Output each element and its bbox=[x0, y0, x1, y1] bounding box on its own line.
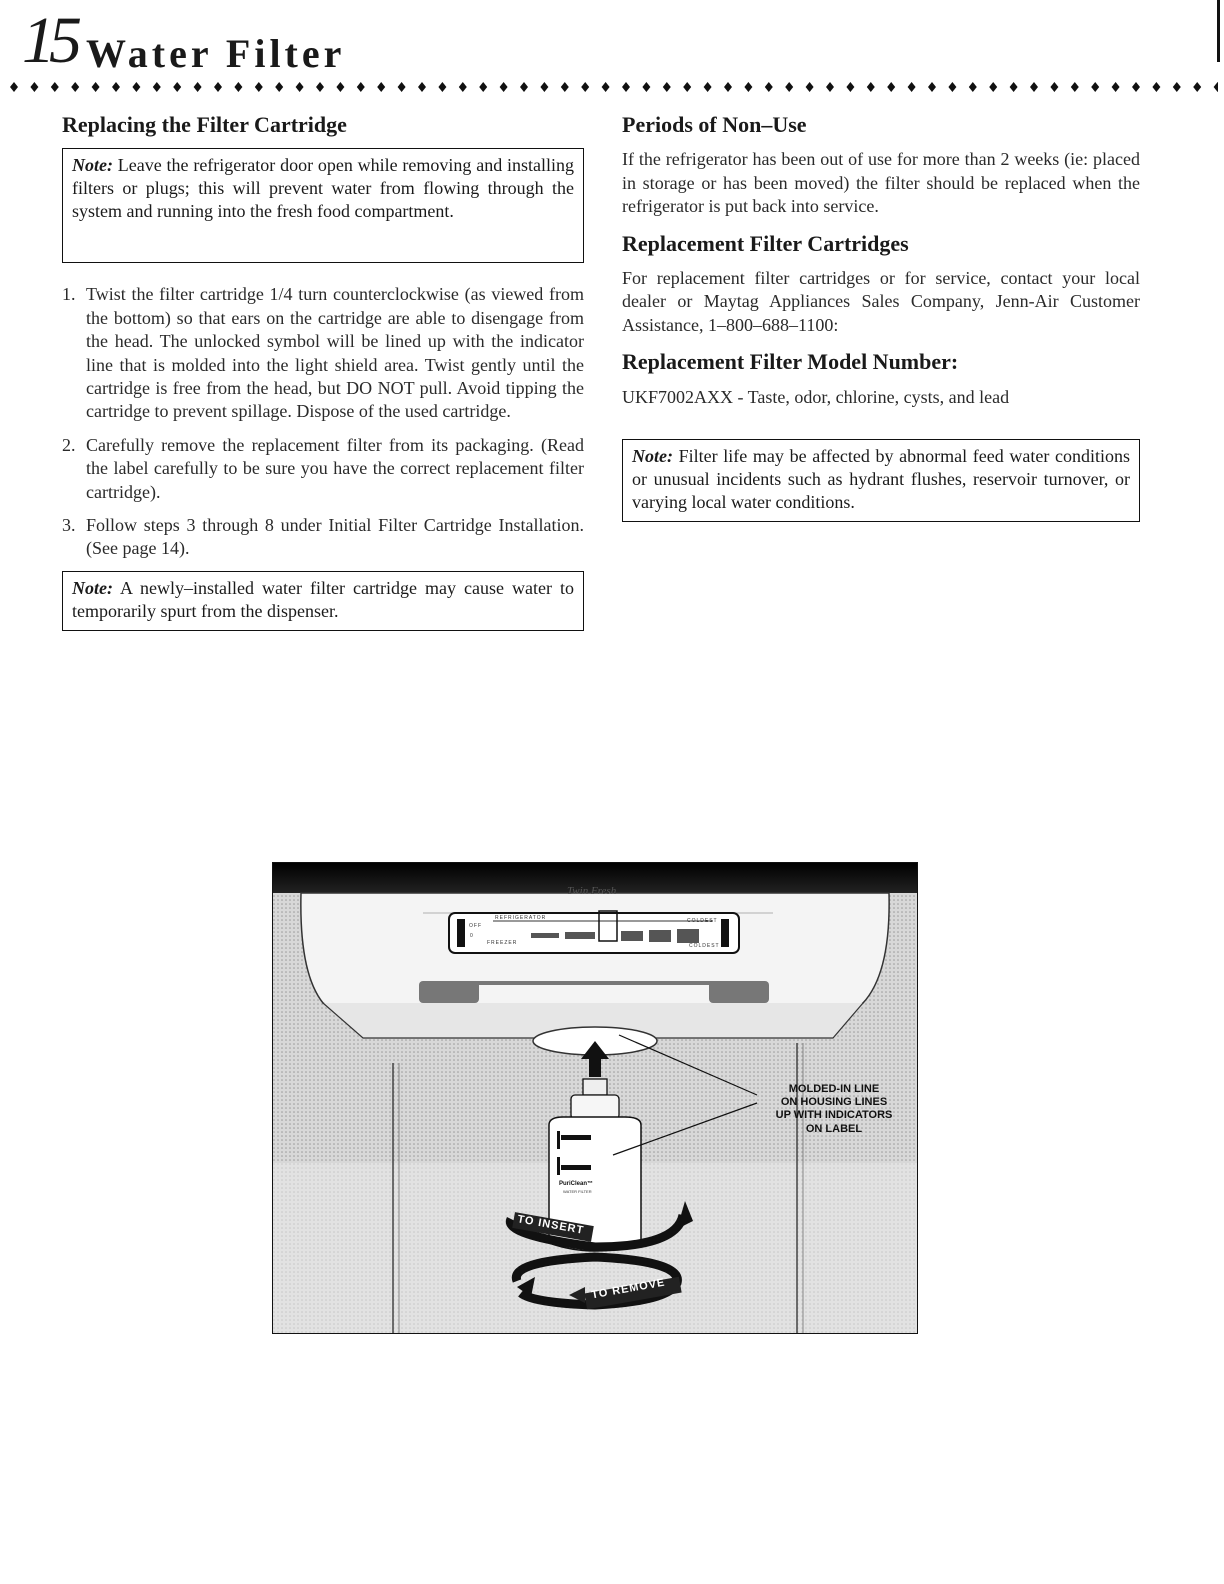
diamond-bullet bbox=[51, 82, 59, 92]
diamond-bullet bbox=[1112, 82, 1120, 92]
step-number: 2. bbox=[62, 434, 76, 455]
note-text: Filter life may be affected by abnormal feed water conditions or unusual incidents such as hydrant flushes, reservoir turnover, or varying local water conditions. bbox=[632, 445, 1130, 512]
diamond-bullet bbox=[10, 82, 18, 92]
diamond-bullet bbox=[112, 82, 120, 92]
callout-line: MOLDED-IN LINE bbox=[788, 1083, 880, 1095]
diamond-bullet bbox=[398, 82, 406, 92]
diamond-bullet bbox=[1132, 82, 1140, 92]
diamond-bullet bbox=[377, 82, 385, 92]
diamond-bullet bbox=[561, 82, 569, 92]
diamond-bullet bbox=[1173, 82, 1181, 92]
diamond-bullet bbox=[581, 82, 589, 92]
diamond-bullet bbox=[479, 82, 487, 92]
diamond-bullet bbox=[357, 82, 365, 92]
steps-list bbox=[62, 283, 584, 560]
nonuse-heading: Periods of Non–Use bbox=[622, 112, 807, 137]
brand-script-label: Twin Fresh bbox=[567, 885, 617, 897]
diamond-bullet bbox=[969, 82, 977, 92]
diamond-bullet bbox=[724, 82, 732, 92]
diamond-bullet bbox=[765, 82, 773, 92]
diamond-bullet bbox=[1010, 82, 1018, 92]
diamond-bullet bbox=[704, 82, 712, 92]
diamond-bullet bbox=[336, 82, 344, 92]
diamond-bullet bbox=[1091, 82, 1099, 92]
page-title: Water Filter bbox=[86, 31, 346, 76]
dial-refrigerator-label: REFRIGERATOR bbox=[495, 915, 547, 921]
diamond-bullet bbox=[1152, 82, 1160, 92]
dial-off-label: OFF bbox=[469, 923, 482, 929]
diamond-bullet bbox=[234, 82, 242, 92]
diamond-bullet bbox=[194, 82, 202, 92]
callout-line: ON HOUSING LINES bbox=[780, 1096, 888, 1109]
diamond-bullet bbox=[520, 82, 528, 92]
left-column bbox=[62, 112, 584, 631]
diamond-bullet bbox=[1193, 82, 1201, 92]
diamond-bullet bbox=[418, 82, 426, 92]
step-item bbox=[62, 283, 584, 423]
diamond-bullet bbox=[826, 82, 834, 92]
diamond-bullet bbox=[316, 82, 324, 92]
diamond-bullet bbox=[948, 82, 956, 92]
model-text: UKF7002AXX - Taste, odor, chlorine, cysts, and lead bbox=[622, 386, 1010, 407]
diamond-bullet bbox=[132, 82, 140, 92]
note-label: Note: bbox=[632, 445, 673, 466]
diamond-bullet bbox=[663, 82, 671, 92]
diamond-bullet bbox=[438, 82, 446, 92]
diamond-bullet bbox=[275, 82, 283, 92]
step-number: 3. bbox=[62, 514, 76, 535]
step-text: Carefully remove the replacement filter from its packaging. (Read the label carefully to be sure you have the correct replacement filter cartridge). bbox=[86, 434, 584, 502]
page-number: 15 bbox=[22, 4, 76, 77]
diamond-bullet bbox=[255, 82, 263, 92]
model-heading: Replacement Filter Model Number: bbox=[622, 349, 959, 375]
replacement-heading: Replacement Filter Cartridges bbox=[622, 230, 909, 256]
page-edge-mark bbox=[1217, 0, 1220, 62]
diamond-bullet bbox=[744, 82, 752, 92]
filter-brand-label: PuriClean™ bbox=[559, 1181, 594, 1187]
diamond-bullet bbox=[92, 82, 100, 92]
note-box-right bbox=[622, 439, 1140, 523]
callout-line: UP WITH INDICATORS bbox=[775, 1109, 893, 1122]
diamond-bullet bbox=[173, 82, 181, 92]
dial-freezer-label: FREEZER bbox=[487, 940, 518, 946]
diamond-bullet bbox=[500, 82, 508, 92]
filter-sub-label: WATER FILTER bbox=[563, 1189, 592, 1194]
step-number: 1. bbox=[62, 284, 76, 305]
step-text: Follow steps 3 through 8 under Initial Filter Cartridge Installation. (See page 14). bbox=[86, 514, 584, 559]
step-item bbox=[62, 514, 584, 561]
replacement-text: For replacement filter cartridges or for service, contact your local dealer or Maytag Appliances Sales Company, Jenn-Air Customer Assistance, 1–800–688–1100: bbox=[622, 267, 1140, 335]
to-insert-label: TO INSERT bbox=[516, 1213, 586, 1237]
diamond-bullet bbox=[806, 82, 814, 92]
diamond-bullet bbox=[867, 82, 875, 92]
diamond-bullet bbox=[622, 82, 630, 92]
diamond-bullet bbox=[1030, 82, 1038, 92]
note-box-bottom bbox=[62, 571, 584, 632]
diamond-bullet bbox=[296, 82, 304, 92]
diamond-bullet bbox=[908, 82, 916, 92]
diamond-bullet bbox=[683, 82, 691, 92]
note-text: A newly–installed water filter cartridge may cause water to temporarily spurt from the dispenser. bbox=[72, 577, 574, 621]
replacing-heading: Replacing the Filter Cartridge bbox=[62, 112, 347, 137]
diamond-bullet bbox=[1071, 82, 1079, 92]
step-text: Twist the filter cartridge 1/4 turn counterclockwise (as viewed from the bottom) so that ears on the cartridge are able to disengage from the head. The unlocked symbol will be lined up with the indicator line that is molded into the light shield area. Twist gently until the cartridge is free from the head, but DO NOT pull. Avoid tipping the cartridge to prevent spillage. Dispose of the used cartridge. bbox=[86, 284, 584, 422]
diamond-bullet bbox=[642, 82, 650, 92]
diamond-bullet bbox=[602, 82, 610, 92]
diamond-bullet bbox=[71, 82, 79, 92]
diamond-rule-divider bbox=[6, 80, 1218, 94]
filter-illustration bbox=[272, 862, 918, 1334]
note-text: Leave the refrigerator door open while removing and installing filters or plugs; this will prevent water from flowing through the system and running into the fresh food compartment. bbox=[72, 155, 574, 222]
note-label: Note: bbox=[72, 577, 113, 598]
dial-coldest-top-label: COLDEST bbox=[687, 918, 718, 924]
step-item bbox=[62, 434, 584, 504]
to-remove-label: TO REMOVE bbox=[590, 1276, 667, 1302]
callout-line: ON LABEL bbox=[805, 1122, 863, 1135]
diamond-bullet bbox=[785, 82, 793, 92]
note-box-top bbox=[62, 148, 584, 263]
note-label: Note: bbox=[72, 155, 113, 176]
nonuse-text: If the refrigerator has been out of use for more than 2 weeks (ie: placed in storage or has been moved) the filter should be replaced when the refrigerator is put back into service. bbox=[622, 149, 1140, 217]
diamond-bullet bbox=[928, 82, 936, 92]
diamond-bullet bbox=[153, 82, 161, 92]
diamond-bullet bbox=[540, 82, 548, 92]
diamond-bullet bbox=[887, 82, 895, 92]
diamond-bullet bbox=[459, 82, 467, 92]
dial-coldest-bottom-label: COLDEST bbox=[689, 943, 720, 949]
diamond-bullet bbox=[1214, 82, 1218, 92]
diamond-bullet bbox=[214, 82, 222, 92]
diamond-bullet bbox=[989, 82, 997, 92]
diamond-bullet bbox=[30, 82, 38, 92]
dial-zero-label: 0 bbox=[470, 933, 474, 939]
diamond-bullet bbox=[846, 82, 854, 92]
right-column bbox=[622, 112, 1140, 522]
molded-line-callout bbox=[759, 1083, 909, 1136]
diamond-bullet bbox=[1050, 82, 1058, 92]
